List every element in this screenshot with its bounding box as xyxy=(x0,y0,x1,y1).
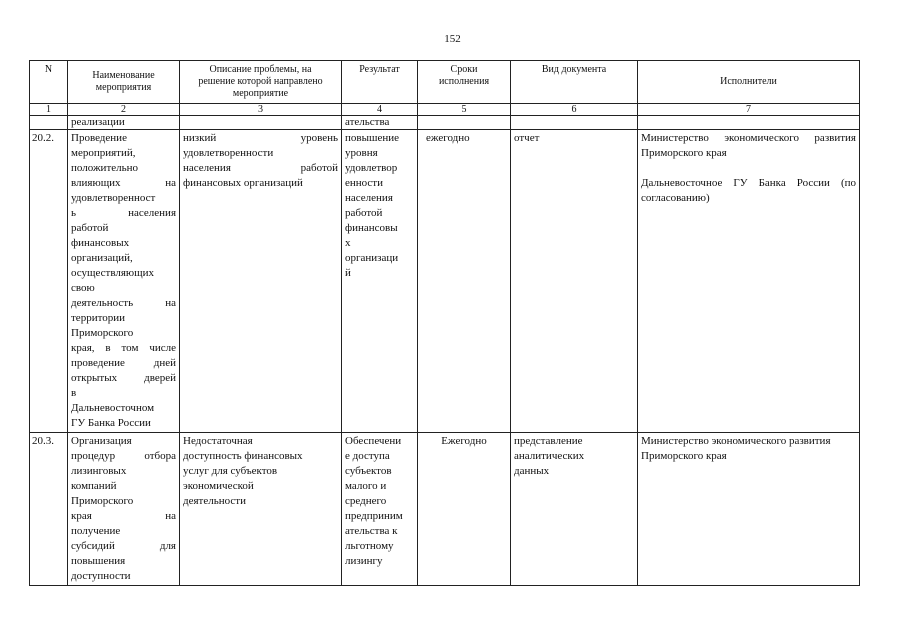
page-number: 152 xyxy=(444,33,461,45)
column-number: 4 xyxy=(342,104,418,116)
problem-description: низкий уровень удовлетворенности населения работой финансовых организаций xyxy=(180,130,342,433)
execution-term: Ежегодно xyxy=(418,433,511,586)
table-row xyxy=(30,433,860,586)
table-row xyxy=(30,130,860,433)
column-number: 7 xyxy=(638,104,860,116)
measure-name: Проведение мероприятий, положительно влияющих на удовлетворенност ь населения работой финансовых организаций, осуществляющих свою деятельность на территории Приморского края, в том числе проведение дней открытых дверей в Дальневосточном ГУ Банка России xyxy=(68,130,180,433)
table-header-row xyxy=(30,61,860,104)
expected-result: Обеспечени е доступа субъектов малого и среднего предприним ательства к льготному лизингу xyxy=(342,433,418,586)
header-executors: Исполнители xyxy=(638,61,860,104)
header-name: Наименование мероприятия xyxy=(68,61,180,104)
measure-name: Организация процедур отбора лизинговых компаний Приморского края на получение субсидий для повышения доступности xyxy=(68,433,180,586)
continuation-name: реализации xyxy=(68,116,180,130)
column-number-row xyxy=(30,104,860,116)
executors xyxy=(638,433,860,586)
header-doc-type: Вид документа xyxy=(511,61,638,104)
row-number: 20.2. xyxy=(30,130,68,433)
header-n: N xyxy=(30,61,68,104)
executors xyxy=(638,130,860,433)
column-number: 2 xyxy=(68,104,180,116)
executor-1: Министерство экономического развития Приморского края xyxy=(641,435,831,462)
column-number: 1 xyxy=(30,104,68,116)
column-number: 6 xyxy=(511,104,638,116)
execution-term: ежегодно xyxy=(418,130,511,433)
problem-description: Недостаточная доступность финансовых услуг для субъектов экономической деятельности xyxy=(180,433,342,586)
header-problem: Описание проблемы, на решение которой направлено мероприятие xyxy=(180,61,342,104)
column-number: 5 xyxy=(418,104,511,116)
row-number: 20.3. xyxy=(30,433,68,586)
document-type: представление аналитических данных xyxy=(511,433,638,586)
header-result: Результат xyxy=(342,61,418,104)
continuation-result: ательства xyxy=(342,116,418,130)
document-type: отчет xyxy=(511,130,638,433)
continuation-row xyxy=(30,116,860,130)
header-terms: Сроки исполнения xyxy=(418,61,511,104)
expected-result: повышение уровня удовлетвор енности населения работой финансовы х организаци й xyxy=(342,130,418,433)
column-number: 3 xyxy=(180,104,342,116)
measures-table xyxy=(29,60,860,586)
executor-2: Дальневосточное ГУ Банка России (по согласованию) xyxy=(641,177,856,204)
executor-1: Министерство экономического развития Приморского края xyxy=(641,132,856,159)
